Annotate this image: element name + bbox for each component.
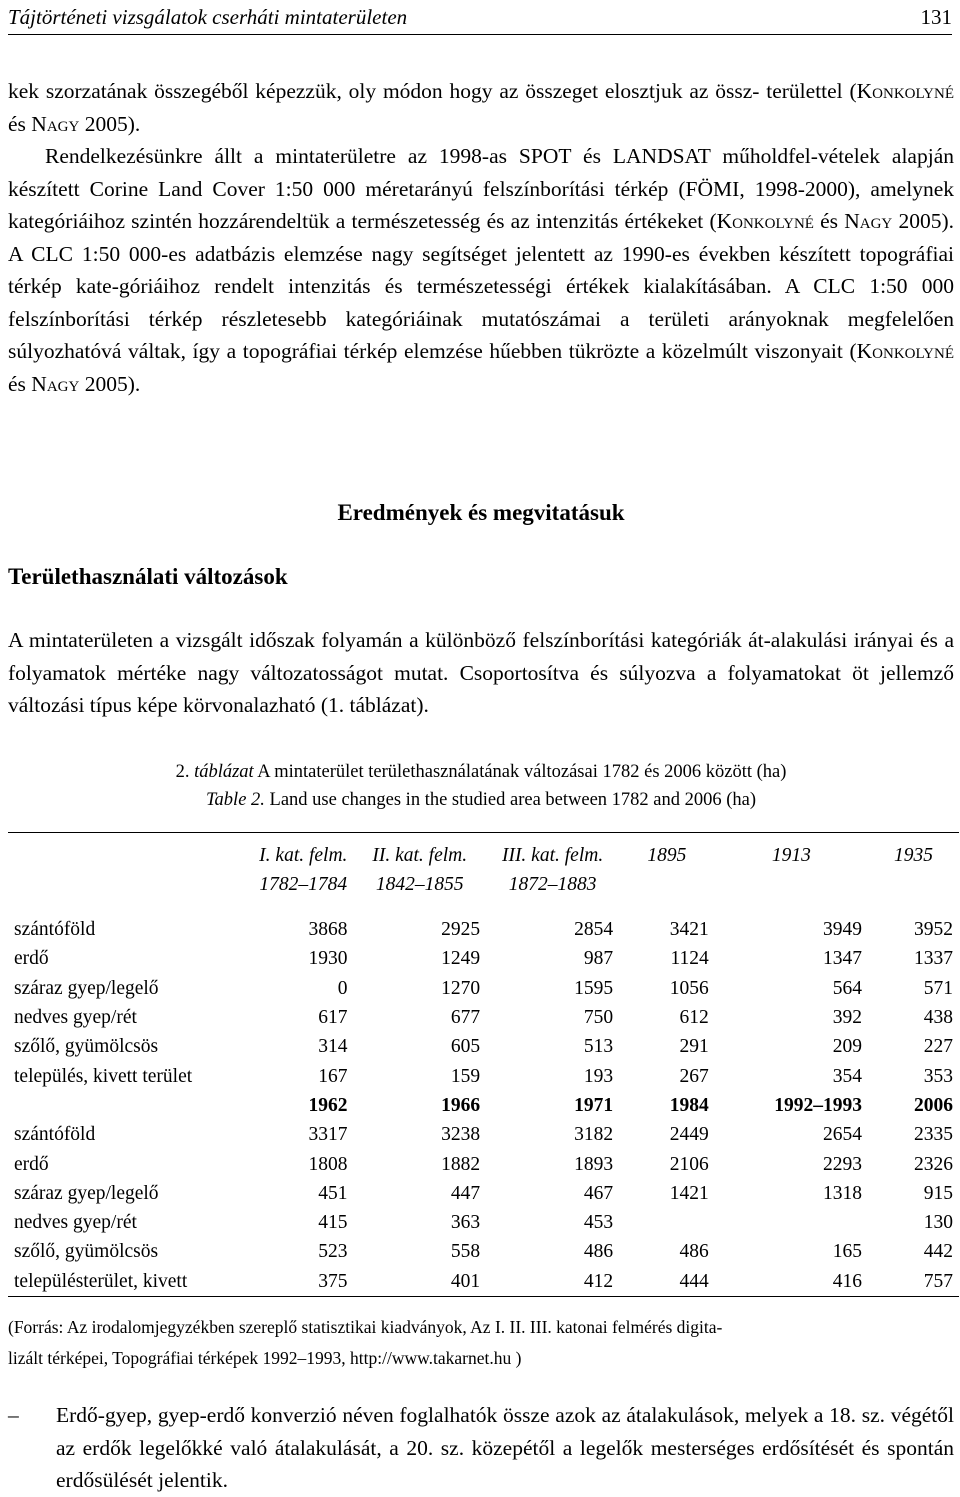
table-row (8, 1003, 959, 1032)
table-row (8, 1267, 959, 1297)
table-cell: 3952 (914, 919, 953, 941)
table-cell: 1808 (308, 1153, 348, 1175)
text-span: területtel ( (766, 79, 857, 103)
table-cell: 2293 (823, 1153, 863, 1175)
table-cell: 2854 (574, 919, 614, 941)
table-cell: 1056 (669, 977, 709, 999)
header-year-1913: 1913 (771, 845, 811, 866)
table-row (8, 1032, 959, 1061)
text-span: és (8, 111, 32, 136)
running-title: Tájtörténeti vizsgálatok cserháti mintaterületen (8, 4, 408, 29)
section-title: Eredmények és megvitatásuk (337, 500, 625, 525)
table-cell: 1337 (914, 948, 953, 970)
table-cell (619, 1208, 715, 1237)
table-cell: 209 (832, 1036, 863, 1058)
table-cell: 438 (923, 1007, 953, 1029)
table-cell: 2925 (441, 919, 481, 941)
year-header-row (8, 1091, 959, 1120)
table-cell: 267 (679, 1065, 709, 1087)
caption-text: A mintaterület területhasználatának változásai 1782 és 2006 között (ha) (253, 762, 787, 782)
paragraph-results: A mintaterületen a vizsgált időszak folyamán a különböző felszínborítási kategóriák át-alakulási irányai és a folyamatok mértéke nagy változatosságot mutat. Csoportosítva és súlyozva a folyamatokat öt jellemző változási típus képe körvonalazható (1. táblázat). (8, 628, 954, 717)
table-cell: 2326 (914, 1153, 953, 1175)
caption-en (8, 786, 954, 814)
author-name: Nagy (31, 111, 80, 136)
header-survey-2: II. kat. felm. 1842–1855 (372, 845, 468, 895)
author-name: Konkolyné (856, 339, 954, 363)
table-cell: 467 (583, 1182, 614, 1204)
page-header (8, 0, 952, 35)
table-cell: 442 (923, 1241, 953, 1263)
table-cell: 677 (450, 1007, 481, 1029)
land-use-table (8, 832, 959, 1297)
row-label: szántóföld (14, 919, 96, 941)
header-survey-3: III. kat. felm. 1872–1883 (501, 845, 604, 895)
table-row (8, 1208, 959, 1237)
table-cell: 1893 (574, 1153, 614, 1175)
body-text-top (8, 75, 954, 400)
source-line: lizált térképei, Topográfiai térképek 1992–1993, http://www.takarnet.hu ) (8, 1348, 522, 1368)
table-cell: 987 (583, 948, 614, 970)
table-row (8, 974, 959, 1003)
table-cell: 227 (923, 1036, 953, 1058)
row-label: település, kivett terület (14, 1065, 193, 1087)
table-cell: 564 (832, 977, 863, 999)
table-cell: 617 (318, 1007, 348, 1029)
table-cell: 363 (450, 1212, 481, 1234)
table-cell: 401 (450, 1270, 481, 1292)
table-cell: 354 (832, 1065, 863, 1087)
header-empty (8, 833, 253, 902)
table-cell: 0 (337, 977, 348, 999)
table-cell: 447 (450, 1182, 481, 1204)
table-cell: 2335 (914, 1124, 953, 1146)
table-cell: 571 (923, 977, 953, 999)
table-cell: 2654 (823, 1124, 863, 1146)
row-label: szántóföld (14, 1124, 96, 1146)
table-cell: 605 (450, 1036, 481, 1058)
table-cell: 416 (832, 1270, 863, 1292)
table-cell: 1124 (670, 948, 709, 970)
text-span: és (8, 371, 32, 396)
table-cell (715, 1208, 868, 1237)
row-label: nedves gyep/rét (14, 1212, 137, 1234)
table-cell: 1962 (308, 1094, 348, 1116)
table-cell: 757 (923, 1270, 953, 1292)
text-span: 2005). (79, 371, 141, 396)
table-cell: 1930 (308, 948, 348, 970)
table-cell: 1992–1993 (774, 1094, 863, 1116)
table-cell: 1249 (441, 948, 481, 970)
caption-number: 2. (175, 762, 190, 782)
table-cell: 1966 (441, 1094, 481, 1116)
table-body (8, 911, 959, 1296)
subsection-title: Területhasználati változások (8, 564, 288, 589)
table-cell: 3949 (823, 919, 863, 941)
row-label: szőlő, gyümölcsös (14, 1241, 159, 1263)
table-row (8, 1120, 959, 1149)
table-cell: 165 (832, 1241, 863, 1263)
table-cell: 1971 (574, 1094, 614, 1116)
table-cell: 451 (318, 1182, 348, 1204)
table-source-note (8, 1312, 908, 1374)
row-label (8, 1091, 253, 1120)
page-number: 131 (920, 4, 952, 29)
table-cell: 130 (923, 1212, 953, 1234)
paragraph-continued (8, 75, 954, 140)
table-cell: 2106 (669, 1153, 709, 1175)
table-cell: 750 (583, 1007, 614, 1029)
text-span: 2005). A CLC 1:50 000-es adatbázis elemzése nagy segítséget jelentett az 1990-es években készített topográfiai térkép kate-góriáihoz rendelt intenzitás és természetességi értékek kialakításában. A CLC 1:50 000 felszínborítási térkép részletesebb kategóriáinak mutatószámai a területi arányoknak megfelelően súlyozhatóvá váltak, így a topográfiai térkép elemzése hűebben tükrözte a közelmúlt viszonyait ( (8, 209, 954, 363)
source-line: (Forrás: Az irodalomjegyzékben szereplő statisztikai kiadványok, Az I. II. III. katonai felmérés digita- (8, 1317, 723, 1337)
table-cell: 415 (318, 1212, 348, 1234)
table-cell: 1318 (823, 1182, 863, 1204)
paragraph-clc (8, 140, 954, 400)
table-cell: 1421 (669, 1182, 709, 1204)
table-cell: 3238 (441, 1124, 481, 1146)
table-cell: 3868 (308, 919, 348, 941)
table-cell: 486 (679, 1241, 709, 1263)
bullet-text: Erdő-gyep, gyep-erdő konverzió néven foglalhatók össze azok az átalakulások, melyek a 18. sz. végétől az erdők legelőkké való átalakulását, a 20. sz. közepétől a legelők mesterséges erdősítését és spontán erdősülését jelentik. (56, 1403, 954, 1492)
row-label: száraz gyep/legelő (14, 977, 159, 999)
table-cell: 1984 (669, 1094, 709, 1116)
row-label: nedves gyep/rét (14, 1007, 137, 1029)
table-row (8, 1237, 959, 1266)
row-label: településterület, kivett (14, 1270, 188, 1292)
table-cell: 915 (923, 1182, 953, 1204)
table-cell: 2006 (914, 1094, 953, 1116)
bullet-item (8, 1399, 954, 1497)
caption-text: Land use changes in the studied area between 1782 and 2006 (ha) (264, 790, 757, 810)
text-span: Rendelkezésünkre állt a mintaterületre az 1998-as SPOT és LANDSAT műholdfel-vételek alapján készített Corine Land Cover 1:50 000 méretarányú felszínborítási térkép (FÖMI, 1998-2000), amelynek kategóriáihoz szintén hozzárendeltük a természetesség és az intenzitás értékeket ( (8, 144, 954, 233)
author-name: Konkolyné (716, 209, 814, 233)
table-cell: 558 (450, 1241, 481, 1263)
author-name: Nagy (31, 371, 80, 396)
table-caption (8, 758, 954, 814)
table-cell: 523 (318, 1241, 348, 1263)
table-cell: 1347 (823, 948, 863, 970)
table-cell: 444 (679, 1270, 709, 1292)
table-cell: 3182 (574, 1124, 614, 1146)
table-cell: 412 (583, 1270, 614, 1292)
table-row (8, 1061, 959, 1090)
header-year-1935: 1935 (894, 845, 934, 866)
table-row (8, 944, 959, 973)
table-cell: 486 (583, 1241, 614, 1263)
row-label: száraz gyep/legelő (14, 1182, 159, 1204)
table-row (8, 1149, 959, 1178)
table-cell: 375 (318, 1270, 348, 1292)
table-cell: 612 (679, 1007, 709, 1029)
table-cell: 1595 (574, 977, 614, 999)
table-cell: 2449 (669, 1124, 709, 1146)
table-cell: 314 (318, 1036, 348, 1058)
table-row (8, 1179, 959, 1208)
table-cell: 392 (832, 1007, 863, 1029)
text-span: és (813, 209, 845, 233)
table-cell: 453 (583, 1212, 614, 1234)
table-cell: 291 (679, 1036, 709, 1058)
caption-label: táblázat (194, 762, 254, 782)
table-cell: 1270 (441, 977, 481, 999)
table-cell: 353 (923, 1065, 953, 1087)
text-span: kek szorzatának összegéből képezzük, oly módon hogy az összeget elosztjuk az össz- (8, 79, 760, 103)
header-survey-1: I. kat. felm. 1782–1784 (259, 845, 348, 895)
caption-label: Table 2. (205, 790, 265, 810)
row-label: erdő (14, 1153, 49, 1175)
table-cell: 3317 (308, 1124, 348, 1146)
author-name: Nagy (844, 209, 893, 233)
table-cell: 1882 (441, 1153, 481, 1175)
table-row (8, 911, 959, 944)
text-span: 2005). (79, 111, 141, 136)
table-cell: 513 (583, 1036, 614, 1058)
header-year-1895: 1895 (647, 845, 687, 866)
table-header-row (8, 833, 959, 902)
table-cell: 159 (450, 1065, 481, 1087)
table-cell: 167 (318, 1065, 348, 1087)
bullet-dash: – (8, 1403, 19, 1427)
author-name: Konkolyné (856, 79, 954, 103)
table-cell: 193 (583, 1065, 614, 1087)
row-label: szőlő, gyümölcsös (14, 1036, 159, 1058)
row-label: erdő (14, 948, 49, 970)
table-cell: 3421 (669, 919, 709, 941)
caption-hu (8, 758, 954, 786)
